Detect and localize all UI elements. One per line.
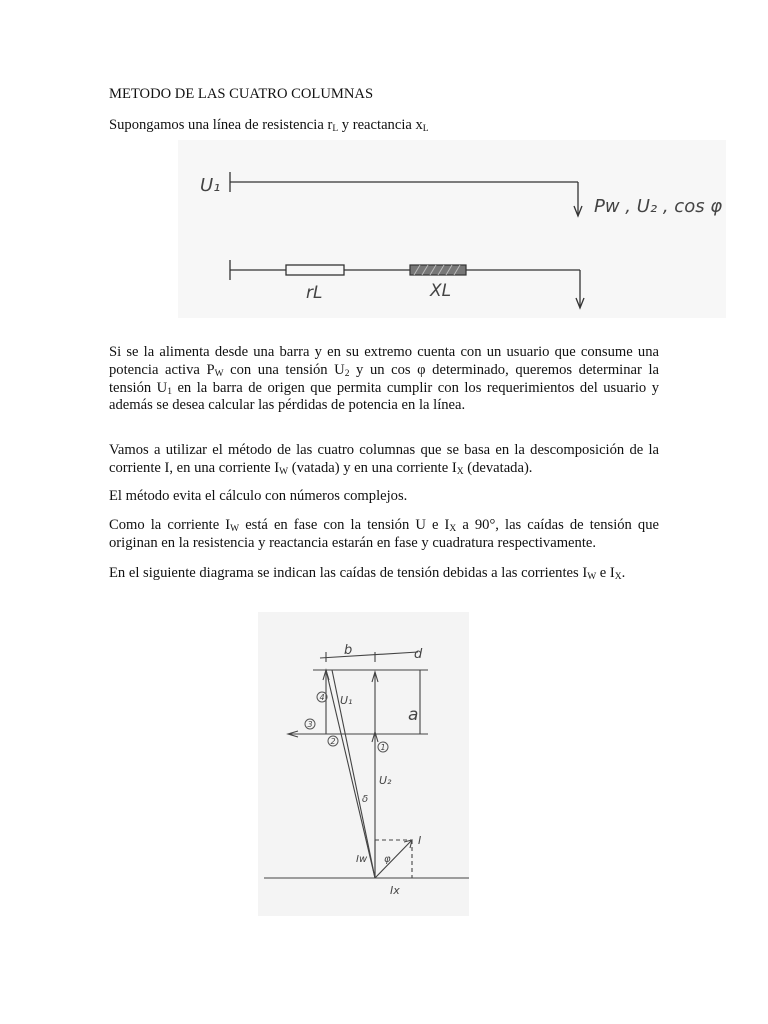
para2-text-c: (devatada). <box>463 459 533 476</box>
para4-text-c: a 90°, las caídas de tensión que originan en la resistencia y reactancia estarán en fase y cuadratura respectivamente. <box>109 517 659 551</box>
para5-sub-b: X <box>614 572 622 582</box>
para4-text-b: está en fase con la tensión U e I <box>239 517 450 533</box>
line-intro-paragraph <box>109 117 659 135</box>
rl-label: rL <box>306 283 323 303</box>
u2-phasor-label: U₂ <box>379 774 392 787</box>
phasor-diagram-figure <box>258 612 469 916</box>
para1-text-d: en la barra de origen que permita cumplir con los requerimientos del usuario y además se desea calcular las pérdidas de potencia en la línea. <box>109 379 659 414</box>
delta-label: δ <box>362 794 369 805</box>
a-label: a <box>408 705 419 725</box>
para5-sub-a: W <box>587 572 597 582</box>
column-2-number: 2 <box>330 737 336 746</box>
para2-text-b: (vatada) y en una corriente I <box>288 459 457 476</box>
column-4-number: 4 <box>319 693 325 702</box>
load-label: Pw , U₂ , cos φ <box>594 196 723 217</box>
u1-label: U₁ <box>200 175 221 196</box>
i-label: I <box>418 834 422 847</box>
para2-sub-b: X <box>456 466 464 477</box>
paragraph-3: El método evita el cálculo con números complejos. <box>109 488 408 504</box>
para4-text-a: Como la corriente I <box>109 517 231 533</box>
para1-sub-c: 1 <box>167 386 172 397</box>
column-3-number: 3 <box>307 720 313 729</box>
u1-phasor-label: U₁ <box>340 694 353 707</box>
phasor-diagram-svg <box>258 612 469 916</box>
b-label: b <box>344 643 353 658</box>
para1-text-a: Si se la alimenta desde una barra y en su extremo cuenta con un usuario que consume una potencia activa P <box>109 344 659 378</box>
x-subscript: L <box>422 124 429 134</box>
phi-label: φ <box>384 854 391 865</box>
paragraph-5 <box>109 565 659 583</box>
line-intro-middle: y reactancia x <box>338 117 423 133</box>
column-1-number: 1 <box>380 743 386 752</box>
line-intro-prefix: Supongamos una línea de resistencia r <box>109 117 333 133</box>
paragraph-1 <box>109 344 659 415</box>
iw-label: Iw <box>356 854 368 865</box>
xl-label: XL <box>430 281 452 301</box>
para4-sub-b: X <box>449 524 457 534</box>
para2-text-a: Vamos a utilizar el método de las cuatro columnas que se basa en la descomposición de la corriente I, en una corriente I <box>109 442 659 476</box>
line-sketch-svg <box>178 140 726 318</box>
r-subscript: L <box>332 124 339 134</box>
paragraph-4 <box>109 517 659 553</box>
paragraph-2 <box>109 442 659 478</box>
document-title: METODO DE LAS CUATRO COLUMNAS <box>109 86 374 102</box>
para1-sub-a: W <box>214 368 224 379</box>
ix-label: Ix <box>390 884 400 897</box>
para5-text-b: e I <box>596 565 615 581</box>
d-label: d <box>414 647 423 662</box>
para5-text-c: . <box>621 565 626 581</box>
line-sketch-figure <box>178 140 726 318</box>
para2-sub-a: W <box>279 466 289 477</box>
para1-sub-b: 2 <box>344 368 350 379</box>
para5-text-a: En el siguiente diagrama se indican las caídas de tensión debidas a las corrientes I <box>109 565 588 581</box>
para1-text-b: con una tensión U <box>223 361 345 378</box>
para4-sub-a: W <box>230 524 240 534</box>
para1-text-c: y un cos φ determinado, queremos determinar la tensión U <box>109 361 659 396</box>
